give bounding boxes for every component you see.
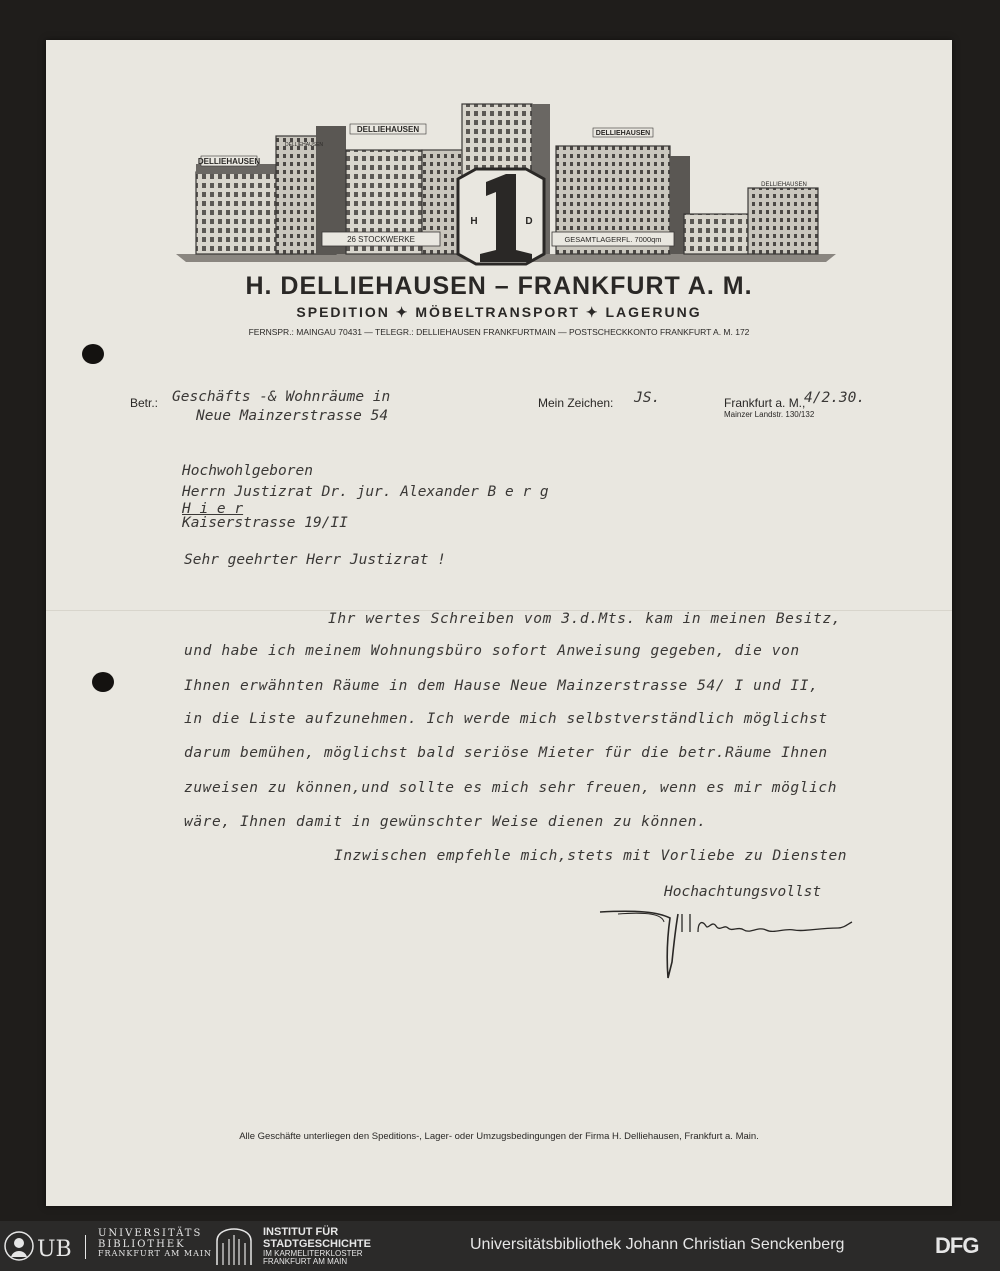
salutation: Sehr geehrter Herr Justizrat ! <box>184 552 446 568</box>
ub-name <box>98 1229 212 1258</box>
betr-label: Betr.: <box>130 396 159 410</box>
ub-line-2: BIBLIOTHEK <box>98 1238 186 1250</box>
ub-line-3: FRANKFURT AM MAIN <box>98 1249 213 1258</box>
punch-hole-top <box>82 344 104 364</box>
letter-page <box>46 40 952 1206</box>
digitization-footer-bar <box>0 1221 1000 1271</box>
ub-line-1: UNIVERSITÄTS <box>98 1228 203 1239</box>
body-line-6: zuweisen zu können,und sollte es mich sehr freuen, wenn es mir möglich <box>184 780 838 796</box>
ub-logo <box>3 1229 93 1263</box>
banner-stockwerke: 26 STOCKWERKE <box>347 235 415 244</box>
recipient-line-4: Kaiserstrasse 19/II <box>182 515 348 531</box>
sign-right-text: DELLIEHAUSEN <box>595 130 651 137</box>
isg-line-3: IM KARMELITERKLOSTER <box>263 1249 363 1259</box>
ub-logo-text: UB <box>37 1237 72 1262</box>
firm-name: H. DELLIEHAUSEN – FRANKFURT A. M. <box>245 272 753 300</box>
sign-left2-text: DELLIEHAUSEN <box>284 142 324 148</box>
sign-mid-text: DELLIEHAUSEN <box>356 125 420 134</box>
betr-line-2: Neue Mainzerstrasse 54 <box>196 408 389 424</box>
recipient-line-2: Herrn Justizrat Dr. jur. Alexander B e r g <box>182 484 549 500</box>
emblem-letter-d: D <box>525 216 533 227</box>
body-line-4: in die Liste aufzunehmen. Ich werde mich selbstverständlich möglichst <box>184 711 828 727</box>
closing: Hochachtungsvollst <box>664 884 822 900</box>
isg-name <box>263 1227 371 1267</box>
isg-line-2: STADTGESCHICHTE <box>263 1237 371 1250</box>
handwritten-signature <box>598 902 858 992</box>
isg-logo <box>213 1227 255 1265</box>
isg-line-1: INSTITUT FÜR <box>263 1226 339 1238</box>
library-name: Universitätsbibliothek Johann Christian Senckenberg <box>470 1236 845 1253</box>
punch-hole-bottom <box>92 672 114 692</box>
letter-date: 4/2.30. <box>804 390 866 406</box>
place-label: Frankfurt a. M., <box>724 396 806 410</box>
recipient-line-1: Hochwohlgeboren <box>182 463 313 479</box>
footer-terms: Alle Geschäfte unterliegen den Speditions-, Lager- oder Umzugsbedingungen der Firma H. Delliehausen, Frankfurt a. Main. <box>239 1131 759 1142</box>
betr-line-1: Geschäfts -& Wohnräume in <box>172 389 391 405</box>
dfg-logo: DFG <box>935 1233 979 1258</box>
sender-address-small: Mainzer Landstr. 130/132 <box>724 410 815 419</box>
mein-zeichen-label: Mein Zeichen: <box>538 396 614 410</box>
sign-left-text: DELLIEHAUSEN <box>197 157 261 166</box>
body-line-8: Inzwischen empfehle mich,stets mit Vorliebe zu Diensten <box>334 848 848 864</box>
body-line-5: darum bemühen, möglichst bald seriöse Mieter für die betr.Räume Ihnen <box>184 745 828 761</box>
letterhead-buildings-illustration <box>176 64 836 284</box>
mein-zeichen-value: JS. <box>634 390 661 406</box>
firm-services: SPEDITION ✦ MÖBELTRANSPORT ✦ LAGERUNG <box>296 304 702 320</box>
body-line-3: Ihnen erwähnten Räume in dem Hause Neue Mainzerstrasse 54/ I und II, <box>184 678 819 694</box>
body-line-1: Ihr wertes Schreiben vom 3.d.Mts. kam in meinen Besitz, <box>328 611 842 627</box>
recipient-line-3: H i e r <box>182 501 244 517</box>
banner-gesamtlagerflaeche: GESAMTLAGERFL. 7000qm <box>564 235 662 244</box>
body-line-7: wäre, Ihnen damit in gewünschter Weise dienen zu können. <box>184 814 707 830</box>
emblem-letter-h: H <box>470 216 478 227</box>
body-line-2: und habe ich meinem Wohnungsbüro sofort Anweisung gegeben, die von <box>184 643 800 659</box>
isg-line-4: FRANKFURT AM MAIN <box>263 1257 348 1267</box>
firm-contact-line: FERNSPR.: MAINGAU 70431 — TELEGR.: DELLIEHAUSEN FRANKFURTMAIN — POSTSCHECKKONTO FRANKFURT A. M. 172 <box>248 327 750 337</box>
sign-far-right-text: DELLIEHAUSEN <box>761 182 807 188</box>
